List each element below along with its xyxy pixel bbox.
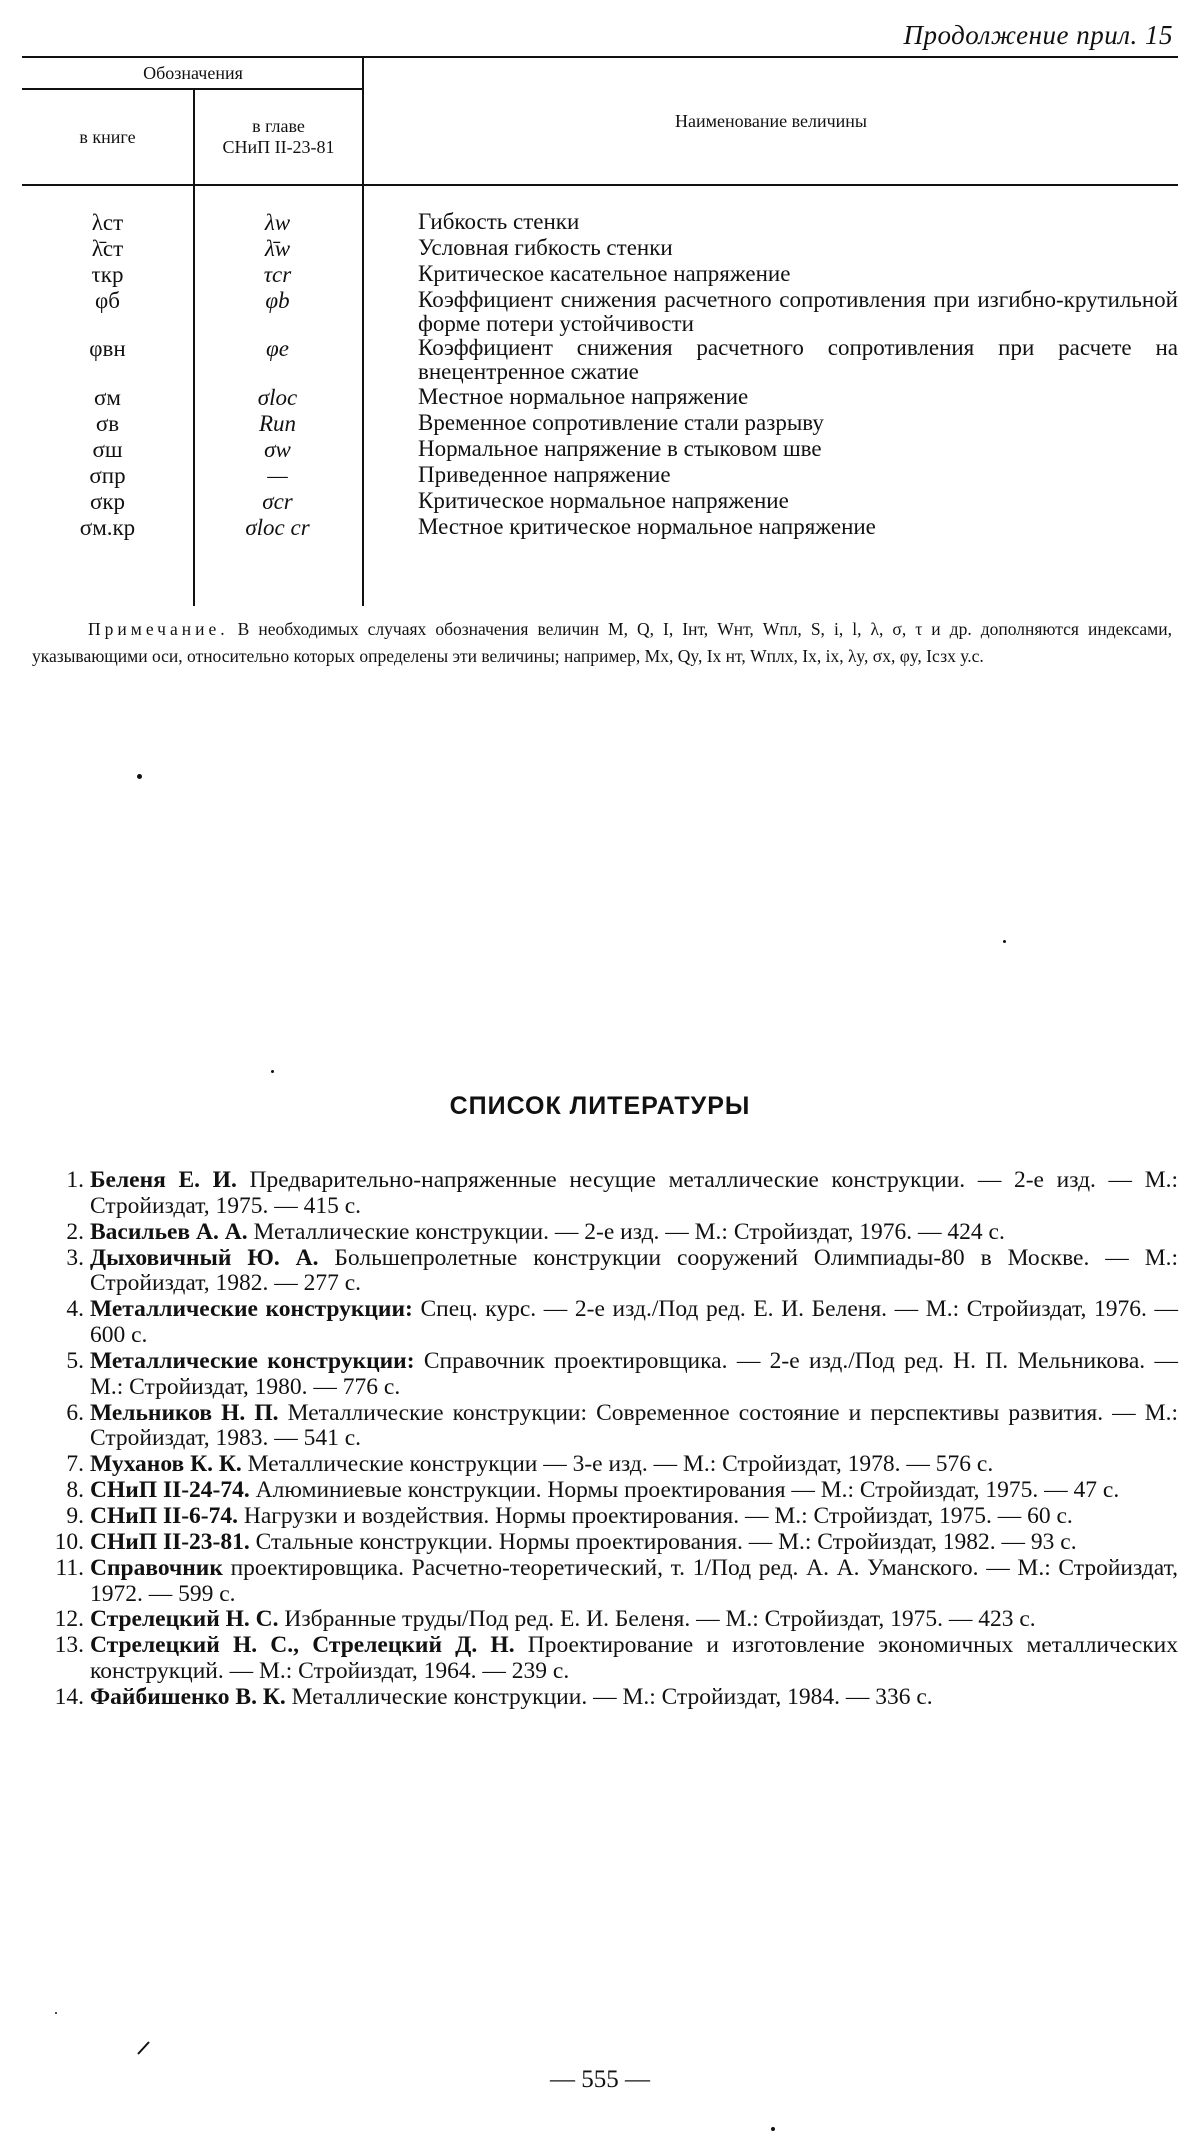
scan-speck xyxy=(771,2127,775,2131)
bibliography-item xyxy=(40,1246,1178,1298)
quantity-name: Приведенное напряжение xyxy=(418,461,671,487)
scan-speck xyxy=(137,774,142,779)
bibliography-description: Алюминиевые конструкции. Нормы проектирования — М.: Стройиздат, 1975. — 47 с. xyxy=(255,1477,1120,1504)
quantity-name: Коэффициент снижения расчетного сопротивления при расчете на внецентренное сжатие xyxy=(418,335,1178,385)
bibliography-description: Проектирование и изготовление экономичных металлических конструкций. — М.: Стройиздат, 1964. — 239 с. xyxy=(90,1632,1179,1685)
page-number: — 555 — xyxy=(550,2066,650,2093)
bibliography-description: Стальные конструкции. Нормы проектирования. — М.: Стройиздат, 1982. — 93 с. xyxy=(255,1528,1077,1555)
bibliography-description: Большепролетные конструкции сооружений Олимпиады-80 в Москве. — М.: Стройиздат, 1982. — 277 с. xyxy=(90,1244,1179,1297)
bibliography-text xyxy=(90,1530,1178,1556)
bibliography-author: Мельников Н. П. xyxy=(90,1399,279,1426)
table-row xyxy=(22,336,1178,384)
book-symbol: σм.кр xyxy=(79,514,136,540)
bibliography-number: 5. xyxy=(66,1347,84,1374)
bibliography-author: Муханов К. К. xyxy=(90,1451,242,1478)
bibliography-description: Предварительно-напряженные несущие металлические конструкции. — 2-е изд. — М.: Стройиздат, 1975. — 415 с. xyxy=(90,1167,1179,1219)
book-symbol: φвн xyxy=(89,336,126,362)
header-in-chapter-line2: СНиП II-23-81 xyxy=(222,137,335,157)
book-symbol: φб xyxy=(95,288,120,313)
bibliography-author: СНиП II-6-74. xyxy=(90,1502,239,1529)
snip-symbol: σloc xyxy=(257,384,298,410)
snip-symbol: φe xyxy=(266,336,289,362)
book-symbol: σв xyxy=(95,410,120,436)
table-row xyxy=(22,236,1178,262)
bibliography-text xyxy=(90,1478,1178,1504)
bibliography-number: 6. xyxy=(66,1399,84,1426)
bibliography-description: Нагрузки и воздействия. Нормы проектирования. — М.: Стройиздат, 1975. — 60 с. xyxy=(243,1502,1073,1529)
book-symbol: σш xyxy=(92,436,123,462)
bibliography-number: 8. xyxy=(66,1477,84,1504)
bibliography-number: 11. xyxy=(55,1554,84,1581)
quantity-name: Критическое нормальное напряжение xyxy=(418,487,789,513)
bibliography-item xyxy=(40,1685,1178,1711)
scan-mark xyxy=(136,2040,152,2056)
snip-symbol: σloc cr xyxy=(245,514,310,540)
bibliography-author: СНиП II-24-74. xyxy=(90,1477,250,1504)
snip-symbol: — xyxy=(267,462,288,488)
bibliography-text xyxy=(90,1297,1178,1349)
notation-table xyxy=(22,56,1178,610)
bibliography-description: Металлические конструкции. — 2-е изд. — М.: Стройиздат, 1976. — 424 с. xyxy=(253,1218,1005,1245)
bibliography-text xyxy=(90,1607,1178,1633)
table-row xyxy=(22,262,1178,288)
table-row xyxy=(22,385,1178,411)
bibliography-text xyxy=(90,1246,1178,1298)
bibliography-item xyxy=(40,1478,1178,1504)
quantity-name: Нормальное напряжение в стыковом шве xyxy=(418,435,822,461)
scan-speck xyxy=(55,2012,57,2014)
body-divider-1 xyxy=(193,186,195,606)
bibliography-author: СНиП II-23-81. xyxy=(90,1528,250,1555)
bibliography-author: Металлические конструкции: xyxy=(90,1296,413,1323)
snip-symbol: Run xyxy=(258,410,297,436)
table-row xyxy=(22,210,1178,236)
snip-symbol: τcr xyxy=(263,262,292,287)
quantity-name: Условная гибкость стенки xyxy=(418,235,673,260)
scan-speck xyxy=(271,1070,274,1073)
bibliography-item xyxy=(40,1168,1178,1220)
bibliography-item xyxy=(40,1452,1178,1478)
table-row xyxy=(22,515,1178,541)
quantity-name: Местное критическое нормальное напряжение xyxy=(418,513,876,539)
bibliography-author: Дыховичный Ю. А. xyxy=(90,1244,319,1271)
bibliography-author: Справочник xyxy=(90,1554,223,1581)
quantity-name: Коэффициент снижения расчетного сопротивления при изгибно-крутильной форме потери устойчивости xyxy=(418,287,1178,337)
header-in-book: в книге xyxy=(79,126,136,147)
bibliography-number: 3. xyxy=(66,1244,84,1271)
bibliography-item xyxy=(40,1530,1178,1556)
quantity-name: Местное нормальное напряжение xyxy=(418,383,749,409)
bibliography-description: Металлические конструкции: Современное состояние и перспективы развития. — М.: Стройиздат, 1983. — 541 с. xyxy=(90,1399,1179,1452)
bibliography-description: Избранные труды/Под ред. Е. И. Беленя. — М.: Стройиздат, 1975. — 423 с. xyxy=(284,1606,1036,1633)
bibliography-description: Справочник проектировщика. — 2-е изд./Под ред. Н. П. Мельникова. — М.: Стройиздат, 1980. — 776 с. xyxy=(90,1347,1179,1400)
bibliography-item xyxy=(40,1401,1178,1453)
body-divider-2 xyxy=(362,186,364,606)
bibliography-list xyxy=(40,1168,1178,1711)
bibliography-number: 2. xyxy=(66,1218,84,1245)
quantity-name: Критическое касательное напряжение xyxy=(418,261,791,286)
bibliography-text xyxy=(90,1633,1178,1685)
header-quantity-name: Наименование величины xyxy=(674,110,868,131)
note-label: Примечание. xyxy=(88,619,229,639)
bibliography-number: 4. xyxy=(66,1296,84,1323)
bibliography-number: 13. xyxy=(54,1632,84,1659)
bibliography-text xyxy=(90,1685,1178,1711)
bibliography-text xyxy=(90,1220,1178,1246)
bibliography-author: Васильев А. А. xyxy=(90,1218,248,1245)
bibliography-description: Металлические конструкции. — М.: Стройиздат, 1984. — 336 с. xyxy=(291,1683,933,1710)
table-row xyxy=(22,463,1178,489)
bibliography-description: Спец. курс. — 2-е изд./Под ред. Е. И. Беленя. — М.: Стройиздат, 1976. — 600 с. xyxy=(90,1296,1178,1349)
book-symbol: λ̄ст xyxy=(91,236,124,261)
bibliography-author: Беленя Е. И. xyxy=(90,1167,237,1193)
bibliography-number: 1. xyxy=(66,1167,84,1193)
scan-speck xyxy=(1003,940,1006,943)
bibliography-text xyxy=(90,1401,1178,1453)
bibliography-number: 10. xyxy=(54,1528,84,1555)
bibliography-number: 14. xyxy=(54,1683,84,1710)
bibliography-number: 12. xyxy=(54,1606,84,1633)
table-note xyxy=(32,616,1172,670)
book-symbol: σпр xyxy=(89,462,126,488)
bibliography-item xyxy=(40,1556,1178,1608)
quantity-name: Временное сопротивление стали разрыву xyxy=(418,409,824,435)
book-symbol: τкр xyxy=(91,262,124,287)
snip-symbol: σw xyxy=(264,436,291,462)
bibliography-item xyxy=(40,1607,1178,1633)
bibliography-number: 7. xyxy=(66,1451,84,1478)
snip-symbol: λ̄w xyxy=(264,236,291,261)
bibliography-text xyxy=(90,1168,1178,1220)
bibliography-author: Файбишенко В. К. xyxy=(90,1683,286,1710)
book-symbol: λст xyxy=(91,210,124,235)
bibliography-item xyxy=(40,1504,1178,1530)
bibliography-heading: СПИСОК ЛИТЕРАТУРЫ xyxy=(449,1092,751,1120)
bibliography-item xyxy=(40,1297,1178,1349)
bibliography-author: Металлические конструкции: xyxy=(90,1347,415,1374)
bibliography-text xyxy=(90,1349,1178,1401)
header-designations: Обозначения xyxy=(143,62,243,83)
snip-symbol: λw xyxy=(264,210,291,235)
bibliography-item xyxy=(40,1633,1178,1685)
bibliography-number: 9. xyxy=(66,1502,84,1529)
table-row xyxy=(22,411,1178,437)
snip-symbol: σcr xyxy=(262,488,293,514)
header-in-chapter-line1: в главе xyxy=(252,116,305,137)
table-row xyxy=(22,489,1178,515)
bibliography-item xyxy=(40,1349,1178,1401)
note-text: В необходимых случаях обозначения величин M, Q, I, Iнт, Wнт, Wпл, S, i, l, λ, σ, τ и др. дополняются индексами, указывающими оси, относительно которых определены эти величины; например, Mx, Qy, Ix нт, Wплx, Ix, ix, λy, σx, φy, Iсзx у.с. xyxy=(32,619,1172,667)
bibliography-description: Металлические конструкции — 3-е изд. — М.: Стройиздат, 1978. — 576 с. xyxy=(247,1451,994,1478)
bibliography-text xyxy=(90,1556,1178,1608)
book-symbol: σкр xyxy=(89,488,126,514)
table-row xyxy=(22,288,1178,336)
running-head: Продолжение прил. 15 xyxy=(903,20,1173,50)
bibliography-author: Стрелецкий Н. С. xyxy=(90,1606,279,1633)
snip-symbol: φb xyxy=(265,288,290,313)
bibliography-author: Стрелецкий Н. С., Стрелецкий Д. Н. xyxy=(90,1632,515,1659)
book-symbol: σм xyxy=(94,384,121,410)
bibliography-description: проектировщика. Расчетно-теоретический, т. 1/Под ред. А. А. Уманского. — М.: Стройиздат, 1972. — 599 с. xyxy=(90,1554,1179,1607)
header-in-chapter xyxy=(195,90,362,184)
bibliography-item xyxy=(40,1220,1178,1246)
bibliography-text xyxy=(90,1452,1178,1478)
table-row xyxy=(22,437,1178,463)
table-body xyxy=(22,186,1178,610)
quantity-name: Гибкость стенки xyxy=(418,209,580,234)
bibliography-text xyxy=(90,1504,1178,1530)
table-header xyxy=(22,58,1178,184)
